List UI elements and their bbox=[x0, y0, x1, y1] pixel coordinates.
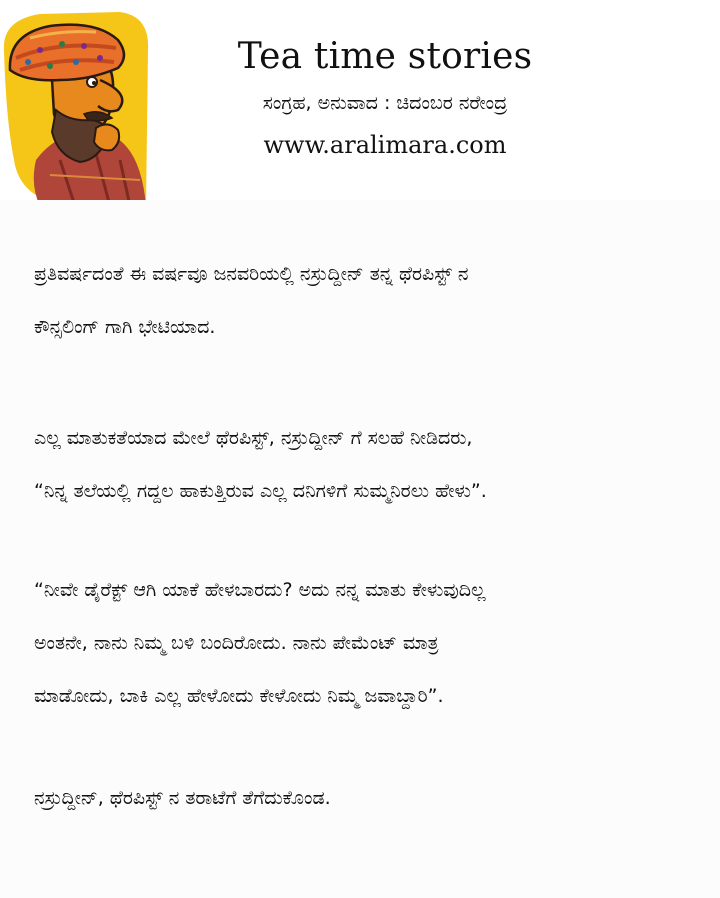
subtitle: ಸಂಗ್ರಹ, ಅನುವಾದ : ಚಿದಂಬರ ನರೇಂದ್ರ bbox=[262, 92, 508, 114]
turbaned-man-illustration bbox=[0, 10, 150, 208]
story-line: ಅಂತನೇ, ನಾನು ನಿಮ್ಮ ಬಳಿ ಬಂದಿರೋದು. ನಾನು ಪೇಮೆಂಟ್ ಮಾತ್ರ bbox=[34, 632, 439, 654]
story-line: ಪ್ರತಿವರ್ಷದಂತೆ ಈ ವರ್ಷವೂ ಜನವರಿಯಲ್ಲಿ ನಸ್ರುದ್ದೀನ್ ತನ್ನ ಥೆರಪಿಸ್ಟ್ ನ bbox=[34, 263, 469, 285]
header bbox=[0, 0, 720, 200]
story-line: ಮಾಡೋದು, ಬಾಕಿ ಎಲ್ಲ ಹೇಳೋದು ಕೇಳೋದು ನಿಮ್ಮ ಜವಾಬ್ದಾರಿ”. bbox=[34, 685, 444, 707]
hand bbox=[94, 124, 119, 150]
story-paragraph-3 bbox=[34, 564, 694, 723]
story-paragraph-2 bbox=[34, 412, 694, 518]
story-line: ನಸ್ರುದ್ದೀನ್, ಥೆರಪಿಸ್ಟ್ ನ ತರಾಟೆಗೆ ತೆಗೆದುಕೊಂಡ. bbox=[34, 787, 331, 809]
story-line: ಕೌನ್ಸಲಿಂಗ್ ಗಾಗಿ ಭೇಟಿಯಾದ. bbox=[34, 316, 216, 338]
story-line: “ನೀವೇ ಡೈರೆಕ್ಟ್ ಆಗಿ ಯಾಕೆ ಹೇಳಬಾರದು? ಅದು ನನ್ನ ಮಾತು ಕೇಳುವುದಿಲ್ಲ bbox=[34, 579, 486, 601]
story-paragraph-4 bbox=[34, 772, 694, 825]
page-title: Tea time stories bbox=[237, 36, 533, 77]
website-link[interactable]: www.aralimara.com bbox=[263, 131, 507, 159]
story-line: ಎಲ್ಲ ಮಾತುಕತೆಯಾದ ಮೇಲೆ ಥೆರಪಿಸ್ಟ್, ನಸ್ರುದ್ದೀನ್ ಗೆ ಸಲಹೆ ನೀಡಿದರು, bbox=[34, 427, 473, 449]
story-paragraph-1 bbox=[34, 248, 694, 354]
story-line: “ನಿನ್ನ ತಲೆಯಲ್ಲಿ ಗದ್ದಲ ಹಾಕುತ್ತಿರುವ ಎಲ್ಲ ದನಿಗಳಿಗೆ ಸುಮ್ಮನಿರಲು ಹೇಳು”. bbox=[34, 480, 487, 502]
